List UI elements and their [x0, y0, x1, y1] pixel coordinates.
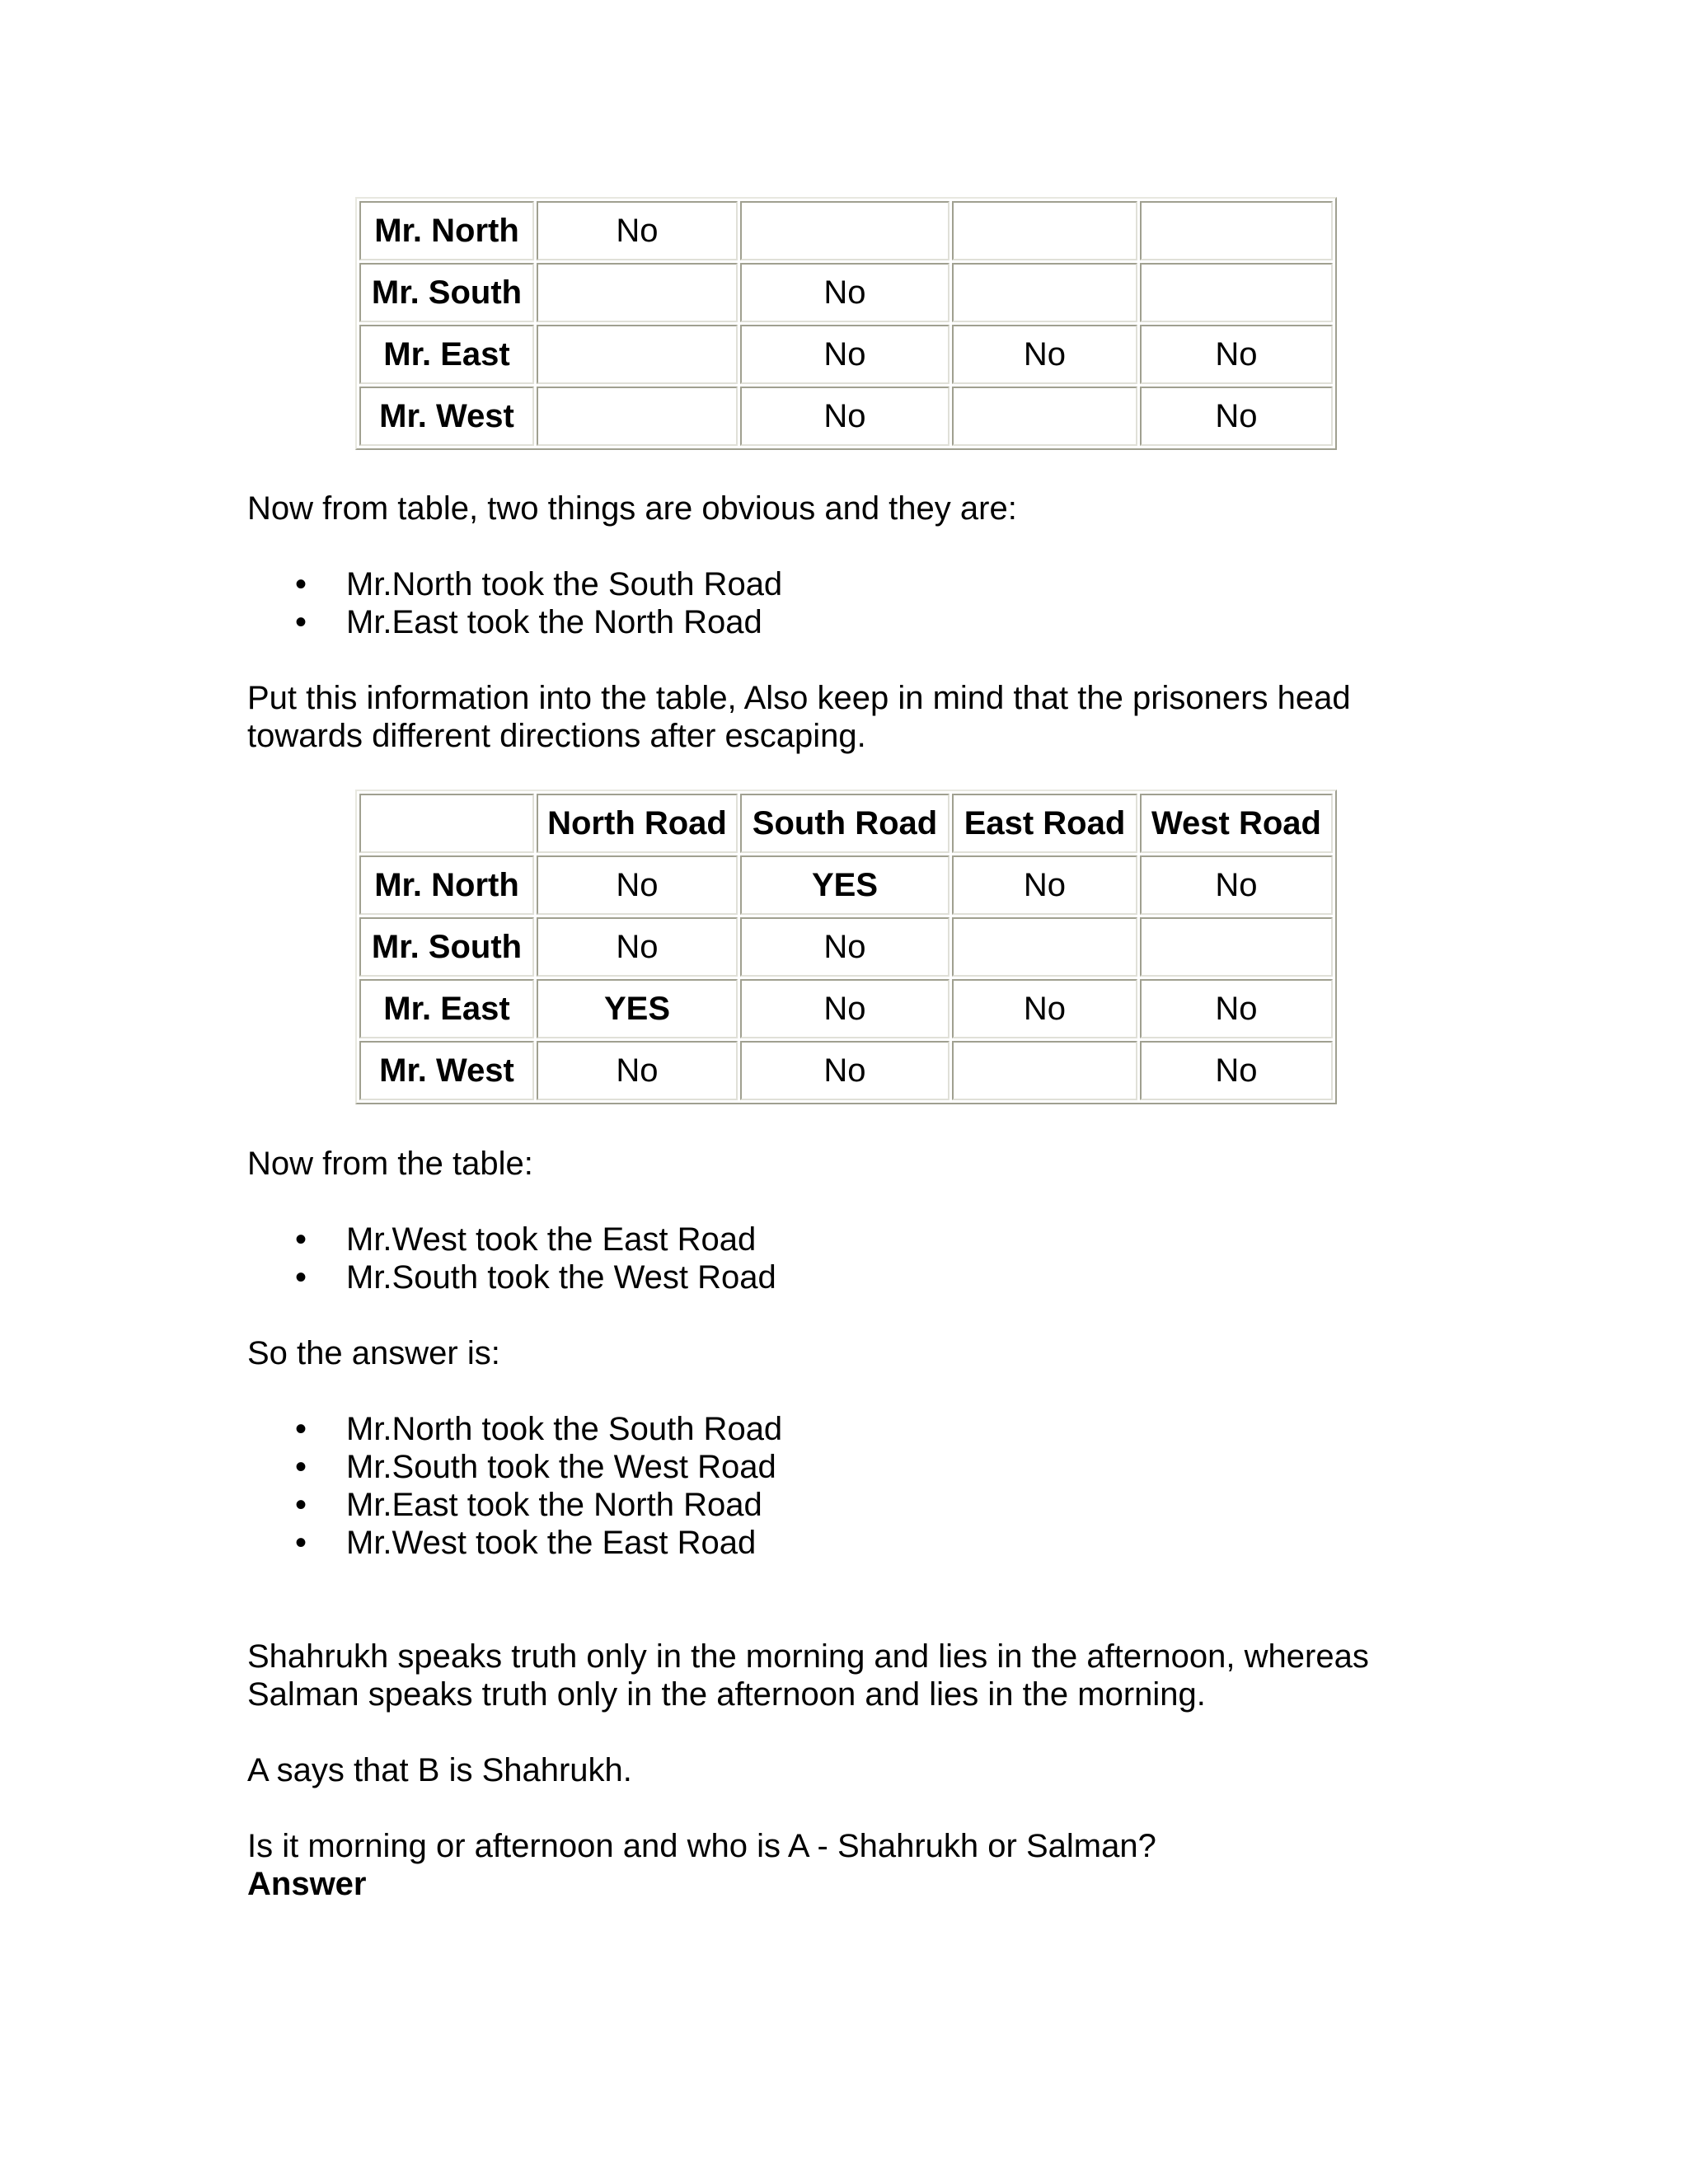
- paragraph: Now from the table:: [247, 1146, 533, 1182]
- list-item: • Mr.North took the South Road: [247, 1410, 782, 1448]
- table-cell: [952, 917, 1137, 977]
- list-item: • Mr.South took the West Road: [247, 1258, 776, 1296]
- bullet-list: [247, 565, 782, 641]
- list-item: • Mr.West took the East Road: [247, 1221, 776, 1258]
- row-label: Mr. East: [359, 325, 534, 384]
- paragraph: Shahrukh speaks truth only in the morning and lies in the afternoon, whereas Salman speaks truth only in the afternoon and lies in the morning.: [247, 1638, 1369, 1713]
- table-cell: [1140, 917, 1333, 977]
- table-cell: No: [1140, 855, 1333, 915]
- list-item: • Mr.South took the West Road: [247, 1448, 782, 1486]
- table-cell: [1140, 263, 1333, 322]
- table-cell: [952, 263, 1137, 322]
- list-item: • Mr.North took the South Road: [247, 565, 782, 603]
- table-row: [359, 387, 1333, 446]
- bullet-list: [247, 1221, 776, 1296]
- table-cell: No: [1140, 979, 1333, 1038]
- list-item: • Mr.East took the North Road: [247, 1486, 782, 1524]
- row-label: Mr. East: [359, 979, 534, 1038]
- table-row: [359, 263, 1333, 322]
- table-cell: No: [952, 855, 1137, 915]
- header-cell: [359, 794, 534, 853]
- table-row: [359, 855, 1333, 915]
- table-row: [359, 1041, 1333, 1100]
- row-label: Mr. West: [359, 1041, 534, 1100]
- row-label: Mr. West: [359, 387, 534, 446]
- table-cell: No: [740, 1041, 950, 1100]
- table-cell: [537, 325, 738, 384]
- paragraph: A says that B is Shahrukh.: [247, 1752, 632, 1788]
- table-cell: No: [740, 325, 950, 384]
- table-cell: No: [1140, 1041, 1333, 1100]
- table-cell: No: [537, 855, 738, 915]
- roads-table-full: [355, 790, 1337, 1104]
- paragraph: So the answer is:: [247, 1335, 500, 1371]
- table-cell: [952, 201, 1137, 260]
- paragraph: Is it morning or afternoon and who is A - Shahrukh or Salman?: [247, 1828, 1156, 1864]
- table-row: [359, 325, 1333, 384]
- answer-heading: Answer: [247, 1866, 367, 1902]
- header-cell: South Road: [740, 794, 950, 853]
- paragraph: Now from table, two things are obvious and they are:: [247, 490, 1017, 527]
- table-cell: No: [740, 979, 950, 1038]
- table-cell: YES: [537, 979, 738, 1038]
- table-row: [359, 917, 1333, 977]
- table-cell: No: [537, 1041, 738, 1100]
- table-cell: [537, 387, 738, 446]
- table-cell: No: [1140, 387, 1333, 446]
- table-cell: YES: [740, 855, 950, 915]
- table-cell: No: [537, 917, 738, 977]
- list-item: • Mr.East took the North Road: [247, 603, 782, 641]
- table-cell: [952, 1041, 1137, 1100]
- header-cell: North Road: [537, 794, 738, 853]
- table-cell: No: [740, 917, 950, 977]
- table-cell: [537, 263, 738, 322]
- table-cell: No: [1140, 325, 1333, 384]
- table-cell: No: [952, 325, 1137, 384]
- bullet-list: [247, 1410, 782, 1562]
- roads-table-partial: [355, 197, 1337, 450]
- row-label: Mr. South: [359, 917, 534, 977]
- table-cell: [740, 201, 950, 260]
- table-cell: [952, 387, 1137, 446]
- table-cell: No: [952, 979, 1137, 1038]
- table-cell: No: [740, 263, 950, 322]
- table-cell: No: [537, 201, 738, 260]
- row-label: Mr. North: [359, 201, 534, 260]
- table-header-row: [359, 794, 1333, 853]
- header-cell: West Road: [1140, 794, 1333, 853]
- paragraph: Put this information into the table, Also keep in mind that the prisoners head towards different directions after escaping.: [247, 680, 1351, 754]
- header-cell: East Road: [952, 794, 1137, 853]
- table-row: [359, 979, 1333, 1038]
- list-item: • Mr.West took the East Road: [247, 1524, 782, 1562]
- table-row: [359, 201, 1333, 260]
- table-cell: No: [740, 387, 950, 446]
- row-label: Mr. South: [359, 263, 534, 322]
- table-cell: [1140, 201, 1333, 260]
- row-label: Mr. North: [359, 855, 534, 915]
